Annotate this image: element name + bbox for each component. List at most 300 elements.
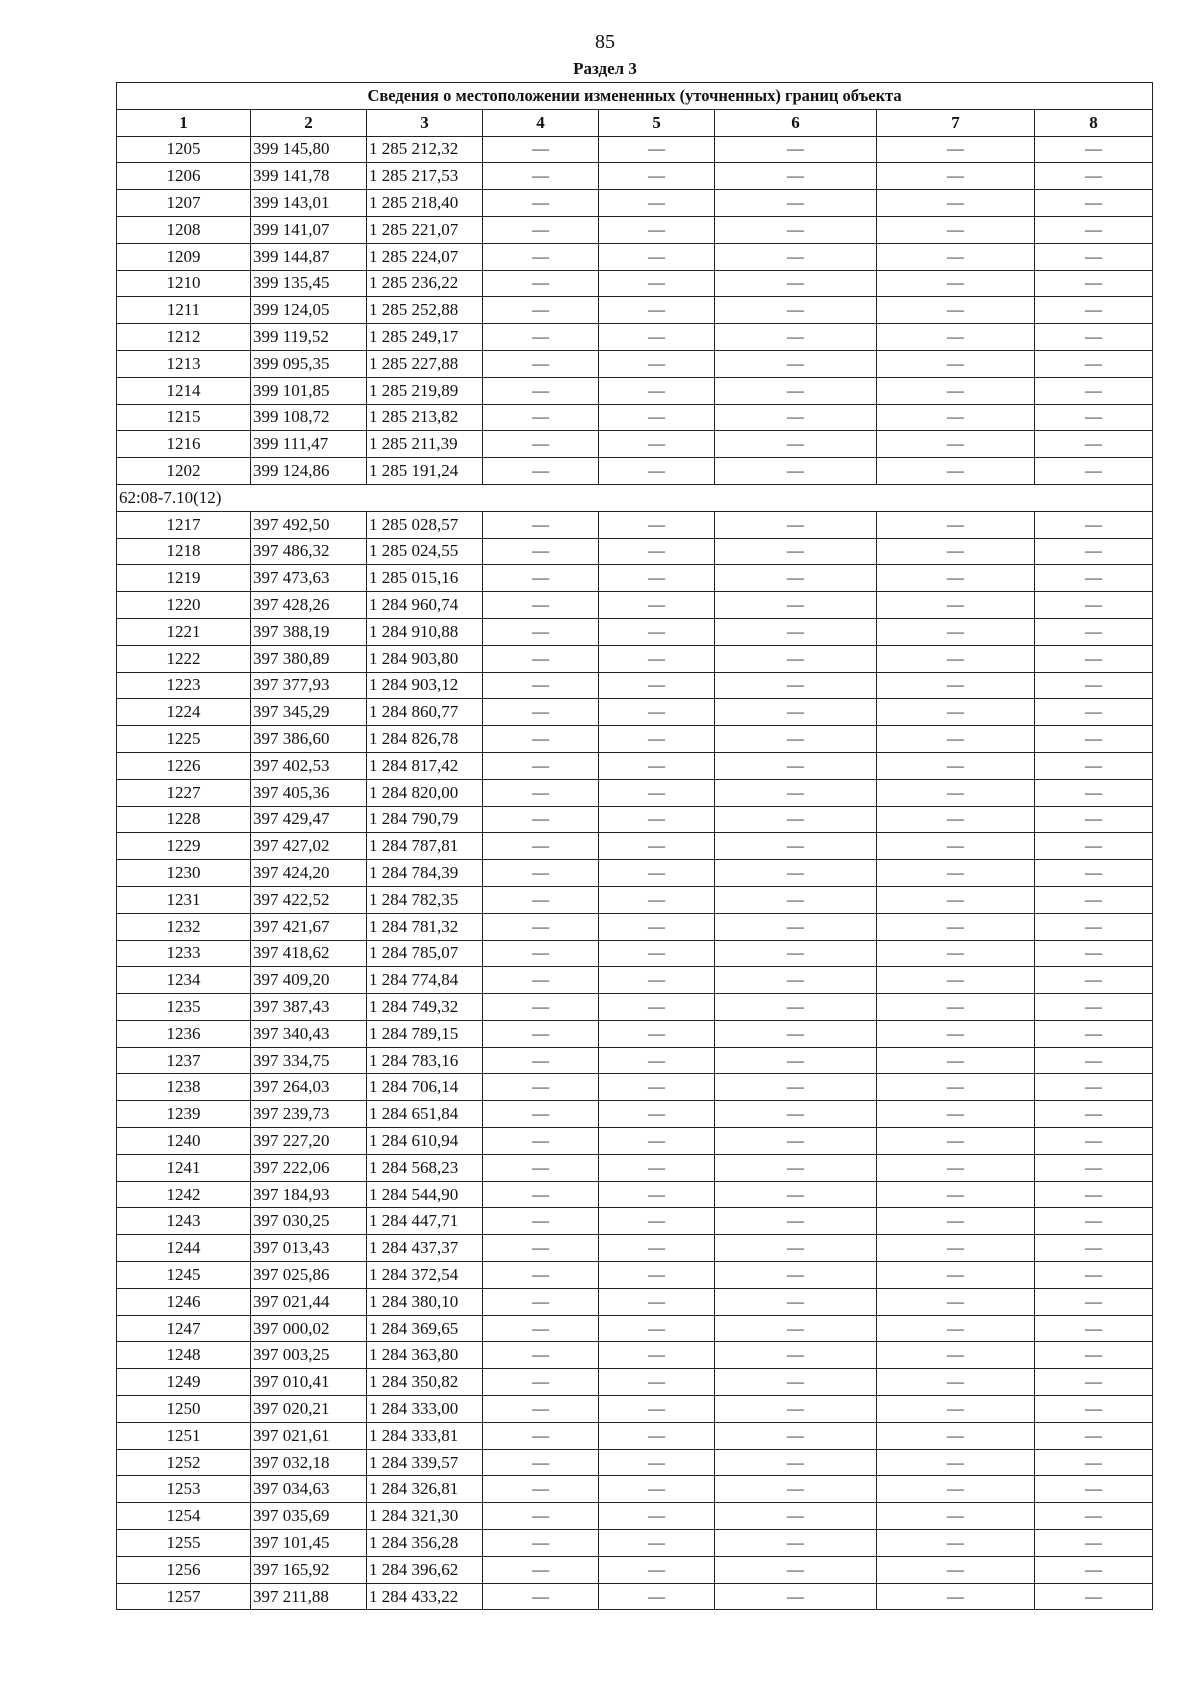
coord-y-cell: 1 284 396,62 — [367, 1556, 483, 1583]
point-number-cell: 1254 — [117, 1503, 251, 1530]
empty-cell-col-6: — — [715, 1396, 877, 1423]
empty-cell-col-8: — — [1035, 806, 1153, 833]
empty-cell-col-7: — — [877, 940, 1035, 967]
coord-y-cell: 1 284 339,57 — [367, 1449, 483, 1476]
empty-cell-col-8: — — [1035, 377, 1153, 404]
empty-cell-col-4: — — [483, 377, 599, 404]
section-title: Раздел 3 — [573, 59, 637, 78]
empty-cell-col-8: — — [1035, 592, 1153, 619]
coord-x-cell: 397 405,36 — [251, 779, 367, 806]
empty-cell-col-7: — — [877, 136, 1035, 163]
empty-cell-col-7: — — [877, 806, 1035, 833]
point-number-cell: 1216 — [117, 431, 251, 458]
point-number-cell: 1223 — [117, 672, 251, 699]
empty-cell-col-6: — — [715, 833, 877, 860]
empty-cell-col-6: — — [715, 1101, 877, 1128]
column-header-2: 2 — [251, 109, 367, 136]
empty-cell-col-4: — — [483, 752, 599, 779]
point-number-cell: 1221 — [117, 618, 251, 645]
coord-y-cell: 1 284 781,32 — [367, 913, 483, 940]
empty-cell-col-6: — — [715, 324, 877, 351]
table-row — [117, 270, 1153, 297]
coord-x-cell: 399 143,01 — [251, 190, 367, 217]
empty-cell-col-7: — — [877, 538, 1035, 565]
empty-cell-col-7: — — [877, 726, 1035, 753]
empty-cell-col-4: — — [483, 886, 599, 913]
empty-cell-col-7: — — [877, 1476, 1035, 1503]
empty-cell-col-6: — — [715, 458, 877, 485]
point-number-cell: 1230 — [117, 860, 251, 887]
empty-cell-col-5: — — [599, 1396, 715, 1423]
empty-cell-col-7: — — [877, 886, 1035, 913]
point-number-cell: 1238 — [117, 1074, 251, 1101]
empty-cell-col-4: — — [483, 1476, 599, 1503]
coord-x-cell: 397 034,63 — [251, 1476, 367, 1503]
empty-cell-col-7: — — [877, 779, 1035, 806]
point-number-cell: 1211 — [117, 297, 251, 324]
coord-y-cell: 1 284 380,10 — [367, 1288, 483, 1315]
empty-cell-col-4: — — [483, 913, 599, 940]
empty-cell-col-8: — — [1035, 1047, 1153, 1074]
empty-cell-col-6: — — [715, 806, 877, 833]
empty-cell-col-8: — — [1035, 1476, 1153, 1503]
coord-x-cell: 399 108,72 — [251, 404, 367, 431]
table-row — [117, 1556, 1153, 1583]
point-number-cell: 1242 — [117, 1181, 251, 1208]
empty-cell-col-6: — — [715, 860, 877, 887]
empty-cell-col-5: — — [599, 324, 715, 351]
coord-x-cell: 399 145,80 — [251, 136, 367, 163]
empty-cell-col-6: — — [715, 350, 877, 377]
coord-x-cell: 397 418,62 — [251, 940, 367, 967]
coord-y-cell: 1 284 774,84 — [367, 967, 483, 994]
coord-x-cell: 397 380,89 — [251, 645, 367, 672]
table-row — [117, 752, 1153, 779]
point-number-cell: 1226 — [117, 752, 251, 779]
empty-cell-col-7: — — [877, 1047, 1035, 1074]
coord-y-cell: 1 284 544,90 — [367, 1181, 483, 1208]
empty-cell-col-8: — — [1035, 1315, 1153, 1342]
point-number-cell: 1224 — [117, 699, 251, 726]
coord-y-cell: 1 284 787,81 — [367, 833, 483, 860]
empty-cell-col-8: — — [1035, 1208, 1153, 1235]
empty-cell-col-7: — — [877, 1503, 1035, 1530]
empty-cell-col-5: — — [599, 1154, 715, 1181]
coord-x-cell: 397 032,18 — [251, 1449, 367, 1476]
coord-x-cell: 397 003,25 — [251, 1342, 367, 1369]
empty-cell-col-4: — — [483, 833, 599, 860]
table-row — [117, 833, 1153, 860]
empty-cell-col-8: — — [1035, 1074, 1153, 1101]
column-header-6: 6 — [715, 109, 877, 136]
table-row — [117, 1315, 1153, 1342]
table-row — [117, 672, 1153, 699]
empty-cell-col-4: — — [483, 1583, 599, 1610]
empty-cell-col-7: — — [877, 592, 1035, 619]
point-number-cell: 1251 — [117, 1422, 251, 1449]
empty-cell-col-7: — — [877, 860, 1035, 887]
empty-cell-col-8: — — [1035, 297, 1153, 324]
empty-cell-col-7: — — [877, 645, 1035, 672]
coord-y-cell: 1 284 817,42 — [367, 752, 483, 779]
empty-cell-col-5: — — [599, 699, 715, 726]
coord-y-cell: 1 285 227,88 — [367, 350, 483, 377]
empty-cell-col-4: — — [483, 458, 599, 485]
empty-cell-col-5: — — [599, 163, 715, 190]
empty-cell-col-5: — — [599, 672, 715, 699]
empty-cell-col-8: — — [1035, 1020, 1153, 1047]
table-row — [117, 1288, 1153, 1315]
empty-cell-col-5: — — [599, 243, 715, 270]
empty-cell-col-8: — — [1035, 458, 1153, 485]
empty-cell-col-4: — — [483, 1128, 599, 1155]
empty-cell-col-6: — — [715, 216, 877, 243]
table-row — [117, 1020, 1153, 1047]
empty-cell-col-4: — — [483, 699, 599, 726]
table-row — [117, 1342, 1153, 1369]
empty-cell-col-8: — — [1035, 1181, 1153, 1208]
empty-cell-col-4: — — [483, 1074, 599, 1101]
empty-cell-col-7: — — [877, 565, 1035, 592]
empty-cell-col-8: — — [1035, 1128, 1153, 1155]
coord-x-cell: 397 424,20 — [251, 860, 367, 887]
empty-cell-col-5: — — [599, 1262, 715, 1289]
table-caption-row — [117, 83, 1153, 110]
point-number-cell: 1231 — [117, 886, 251, 913]
empty-cell-col-8: — — [1035, 1288, 1153, 1315]
empty-cell-col-7: — — [877, 1556, 1035, 1583]
column-header-4: 4 — [483, 109, 599, 136]
empty-cell-col-7: — — [877, 1583, 1035, 1610]
empty-cell-col-5: — — [599, 1476, 715, 1503]
table-row — [117, 1422, 1153, 1449]
empty-cell-col-5: — — [599, 833, 715, 860]
empty-cell-col-8: — — [1035, 645, 1153, 672]
empty-cell-col-7: — — [877, 1128, 1035, 1155]
empty-cell-col-4: — — [483, 404, 599, 431]
empty-cell-col-4: — — [483, 940, 599, 967]
table-row — [117, 431, 1153, 458]
coord-y-cell: 1 284 610,94 — [367, 1128, 483, 1155]
coord-x-cell: 397 473,63 — [251, 565, 367, 592]
empty-cell-col-7: — — [877, 699, 1035, 726]
empty-cell-col-8: — — [1035, 860, 1153, 887]
point-number-cell: 1210 — [117, 270, 251, 297]
empty-cell-col-8: — — [1035, 324, 1153, 351]
empty-cell-col-8: — — [1035, 190, 1153, 217]
empty-cell-col-4: — — [483, 1530, 599, 1557]
empty-cell-col-6: — — [715, 1530, 877, 1557]
point-number-cell: 1236 — [117, 1020, 251, 1047]
coord-x-cell: 399 141,78 — [251, 163, 367, 190]
empty-cell-col-4: — — [483, 726, 599, 753]
empty-cell-col-4: — — [483, 1047, 599, 1074]
table-row — [117, 377, 1153, 404]
point-number-cell: 1241 — [117, 1154, 251, 1181]
table-row — [117, 1530, 1153, 1557]
empty-cell-col-7: — — [877, 994, 1035, 1021]
empty-cell-col-6: — — [715, 940, 877, 967]
point-number-cell: 1212 — [117, 324, 251, 351]
empty-cell-col-4: — — [483, 1020, 599, 1047]
table-row — [117, 913, 1153, 940]
coord-x-cell: 399 095,35 — [251, 350, 367, 377]
empty-cell-col-5: — — [599, 190, 715, 217]
coord-x-cell: 399 124,86 — [251, 458, 367, 485]
empty-cell-col-5: — — [599, 1556, 715, 1583]
coord-y-cell: 1 285 213,82 — [367, 404, 483, 431]
empty-cell-col-6: — — [715, 163, 877, 190]
coord-x-cell: 397 428,26 — [251, 592, 367, 619]
empty-cell-col-8: — — [1035, 940, 1153, 967]
empty-cell-col-5: — — [599, 1101, 715, 1128]
empty-cell-col-7: — — [877, 324, 1035, 351]
table-body — [117, 136, 1153, 1610]
empty-cell-col-7: — — [877, 297, 1035, 324]
point-number-cell: 1206 — [117, 163, 251, 190]
empty-cell-col-7: — — [877, 618, 1035, 645]
coord-y-cell: 1 284 860,77 — [367, 699, 483, 726]
empty-cell-col-7: — — [877, 967, 1035, 994]
empty-cell-col-6: — — [715, 1315, 877, 1342]
empty-cell-col-5: — — [599, 752, 715, 779]
coord-x-cell: 397 101,45 — [251, 1530, 367, 1557]
empty-cell-col-5: — — [599, 1288, 715, 1315]
empty-cell-col-5: — — [599, 592, 715, 619]
table-row — [117, 565, 1153, 592]
coord-y-cell: 1 284 326,81 — [367, 1476, 483, 1503]
coord-x-cell: 397 013,43 — [251, 1235, 367, 1262]
empty-cell-col-6: — — [715, 1208, 877, 1235]
empty-cell-col-6: — — [715, 1047, 877, 1074]
column-header-8: 8 — [1035, 109, 1153, 136]
empty-cell-col-4: — — [483, 1235, 599, 1262]
empty-cell-col-7: — — [877, 1020, 1035, 1047]
point-number-cell: 1222 — [117, 645, 251, 672]
empty-cell-col-8: — — [1035, 1342, 1153, 1369]
empty-cell-col-6: — — [715, 270, 877, 297]
empty-cell-col-6: — — [715, 592, 877, 619]
empty-cell-col-8: — — [1035, 752, 1153, 779]
table-row — [117, 1208, 1153, 1235]
empty-cell-col-4: — — [483, 1342, 599, 1369]
empty-cell-col-4: — — [483, 1396, 599, 1423]
empty-cell-col-7: — — [877, 1530, 1035, 1557]
empty-cell-col-5: — — [599, 1369, 715, 1396]
empty-cell-col-6: — — [715, 1235, 877, 1262]
coord-x-cell: 399 111,47 — [251, 431, 367, 458]
table-row — [117, 994, 1153, 1021]
coord-y-cell: 1 284 706,14 — [367, 1074, 483, 1101]
empty-cell-col-4: — — [483, 243, 599, 270]
table-row — [117, 216, 1153, 243]
empty-cell-col-7: — — [877, 1315, 1035, 1342]
empty-cell-col-7: — — [877, 752, 1035, 779]
empty-cell-col-6: — — [715, 1262, 877, 1289]
empty-cell-col-8: — — [1035, 163, 1153, 190]
empty-cell-col-5: — — [599, 1020, 715, 1047]
empty-cell-col-4: — — [483, 190, 599, 217]
coord-x-cell: 397 340,43 — [251, 1020, 367, 1047]
empty-cell-col-7: — — [877, 1422, 1035, 1449]
empty-cell-col-7: — — [877, 1396, 1035, 1423]
coord-x-cell: 397 010,41 — [251, 1369, 367, 1396]
coord-x-cell: 399 101,85 — [251, 377, 367, 404]
empty-cell-col-7: — — [877, 350, 1035, 377]
empty-cell-col-8: — — [1035, 726, 1153, 753]
point-number-cell: 1215 — [117, 404, 251, 431]
empty-cell-col-6: — — [715, 1476, 877, 1503]
empty-cell-col-8: — — [1035, 1583, 1153, 1610]
empty-cell-col-4: — — [483, 324, 599, 351]
empty-cell-col-5: — — [599, 726, 715, 753]
column-header-row — [117, 109, 1153, 136]
table-row — [117, 163, 1153, 190]
empty-cell-col-7: — — [877, 511, 1035, 538]
empty-cell-col-5: — — [599, 350, 715, 377]
empty-cell-col-5: — — [599, 645, 715, 672]
empty-cell-col-6: — — [715, 672, 877, 699]
point-number-cell: 1217 — [117, 511, 251, 538]
empty-cell-col-6: — — [715, 994, 877, 1021]
empty-cell-col-5: — — [599, 1235, 715, 1262]
empty-cell-col-4: — — [483, 618, 599, 645]
coord-y-cell: 1 285 028,57 — [367, 511, 483, 538]
empty-cell-col-5: — — [599, 404, 715, 431]
empty-cell-col-4: — — [483, 592, 599, 619]
empty-cell-col-6: — — [715, 297, 877, 324]
column-header-7: 7 — [877, 109, 1035, 136]
empty-cell-col-6: — — [715, 1556, 877, 1583]
empty-cell-col-7: — — [877, 270, 1035, 297]
point-number-cell: 1244 — [117, 1235, 251, 1262]
table-row — [117, 806, 1153, 833]
point-number-cell: 1213 — [117, 350, 251, 377]
empty-cell-col-4: — — [483, 1181, 599, 1208]
coord-y-cell: 1 284 782,35 — [367, 886, 483, 913]
table-row — [117, 1396, 1153, 1423]
coord-y-cell: 1 284 789,15 — [367, 1020, 483, 1047]
empty-cell-col-6: — — [715, 752, 877, 779]
point-number-cell: 1219 — [117, 565, 251, 592]
empty-cell-col-4: — — [483, 1154, 599, 1181]
coord-y-cell: 1 284 790,79 — [367, 806, 483, 833]
empty-cell-col-7: — — [877, 431, 1035, 458]
table-row — [117, 860, 1153, 887]
coord-x-cell: 397 000,02 — [251, 1315, 367, 1342]
empty-cell-col-8: — — [1035, 779, 1153, 806]
coord-y-cell: 1 285 211,39 — [367, 431, 483, 458]
coord-y-cell: 1 285 217,53 — [367, 163, 483, 190]
empty-cell-col-5: — — [599, 967, 715, 994]
empty-cell-col-5: — — [599, 1530, 715, 1557]
empty-cell-col-8: — — [1035, 1235, 1153, 1262]
coord-y-cell: 1 284 826,78 — [367, 726, 483, 753]
empty-cell-col-4: — — [483, 645, 599, 672]
empty-cell-col-6: — — [715, 511, 877, 538]
empty-cell-col-8: — — [1035, 1262, 1153, 1289]
coord-x-cell: 397 030,25 — [251, 1208, 367, 1235]
table-row — [117, 243, 1153, 270]
coord-x-cell: 397 402,53 — [251, 752, 367, 779]
empty-cell-col-7: — — [877, 1074, 1035, 1101]
empty-cell-col-7: — — [877, 243, 1035, 270]
empty-cell-col-5: — — [599, 511, 715, 538]
empty-cell-col-5: — — [599, 270, 715, 297]
point-number-cell: 1233 — [117, 940, 251, 967]
empty-cell-col-4: — — [483, 779, 599, 806]
table-row — [117, 1074, 1153, 1101]
empty-cell-col-7: — — [877, 1342, 1035, 1369]
empty-cell-col-7: — — [877, 1449, 1035, 1476]
empty-cell-col-6: — — [715, 431, 877, 458]
empty-cell-col-4: — — [483, 1369, 599, 1396]
table-row — [117, 618, 1153, 645]
empty-cell-col-5: — — [599, 994, 715, 1021]
table-row — [117, 324, 1153, 351]
empty-cell-col-4: — — [483, 1503, 599, 1530]
column-header-1: 1 — [117, 109, 251, 136]
empty-cell-col-5: — — [599, 618, 715, 645]
table-row — [117, 297, 1153, 324]
coord-x-cell: 397 165,92 — [251, 1556, 367, 1583]
table-row — [117, 592, 1153, 619]
table-row — [117, 1047, 1153, 1074]
empty-cell-col-6: — — [715, 1020, 877, 1047]
table-row — [117, 1235, 1153, 1262]
empty-cell-col-6: — — [715, 1181, 877, 1208]
table-row — [117, 190, 1153, 217]
empty-cell-col-7: — — [877, 458, 1035, 485]
empty-cell-col-6: — — [715, 1154, 877, 1181]
coord-x-cell: 397 021,61 — [251, 1422, 367, 1449]
empty-cell-col-6: — — [715, 1342, 877, 1369]
empty-cell-col-7: — — [877, 672, 1035, 699]
coord-y-cell: 1 284 651,84 — [367, 1101, 483, 1128]
coord-y-cell: 1 284 820,00 — [367, 779, 483, 806]
empty-cell-col-8: — — [1035, 618, 1153, 645]
table-row — [117, 404, 1153, 431]
coord-y-cell: 1 284 321,30 — [367, 1503, 483, 1530]
column-header-3: 3 — [367, 109, 483, 136]
coord-y-cell: 1 285 191,24 — [367, 458, 483, 485]
empty-cell-col-4: — — [483, 1262, 599, 1289]
empty-cell-col-4: — — [483, 1315, 599, 1342]
point-number-cell: 1229 — [117, 833, 251, 860]
table-row — [117, 940, 1153, 967]
empty-cell-col-6: — — [715, 779, 877, 806]
empty-cell-col-8: — — [1035, 136, 1153, 163]
coord-x-cell: 397 492,50 — [251, 511, 367, 538]
table-row — [117, 350, 1153, 377]
coord-y-cell: 1 284 960,74 — [367, 592, 483, 619]
empty-cell-col-8: — — [1035, 699, 1153, 726]
empty-cell-col-6: — — [715, 538, 877, 565]
empty-cell-col-4: — — [483, 994, 599, 1021]
table-row — [117, 699, 1153, 726]
coord-y-cell: 1 285 249,17 — [367, 324, 483, 351]
point-number-cell: 1232 — [117, 913, 251, 940]
point-number-cell: 1227 — [117, 779, 251, 806]
empty-cell-col-8: — — [1035, 1396, 1153, 1423]
empty-cell-col-7: — — [877, 190, 1035, 217]
empty-cell-col-7: — — [877, 163, 1035, 190]
empty-cell-col-6: — — [715, 1422, 877, 1449]
empty-cell-col-6: — — [715, 190, 877, 217]
coord-x-cell: 397 227,20 — [251, 1128, 367, 1155]
coord-x-cell: 397 422,52 — [251, 886, 367, 913]
coord-y-cell: 1 284 903,12 — [367, 672, 483, 699]
